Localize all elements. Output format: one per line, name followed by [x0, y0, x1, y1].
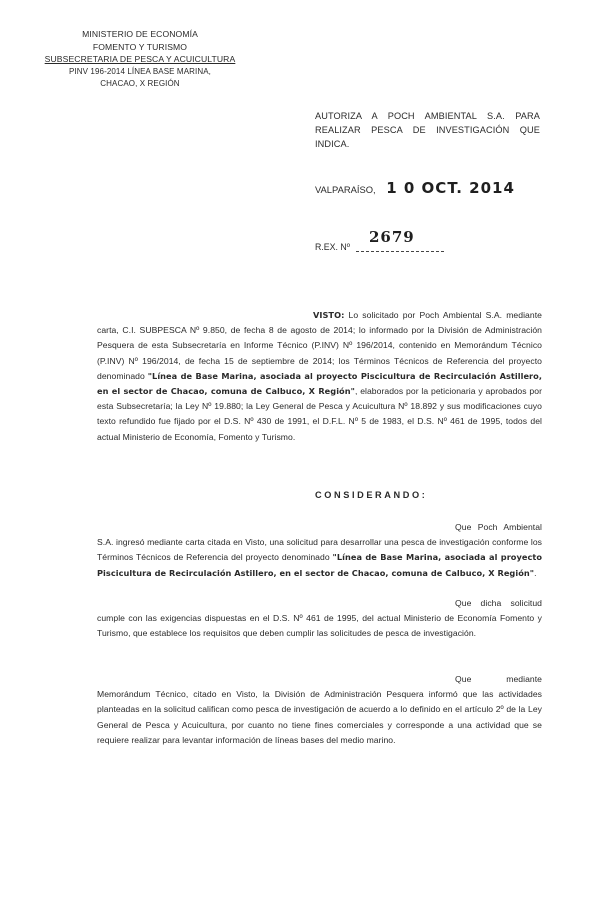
considerando-paragraph-3: [97, 672, 542, 748]
visto-project-name: "Línea de Base Marina, asociada al proyecto Piscicultura de Recirculación Astillero, en el sector de Chacao, comuna de Calbuco, X Región": [97, 370, 542, 397]
considerando-paragraph-1: [97, 520, 542, 581]
letterhead-reference: PINV 196-2014 LÍNEA BASE MARINA,: [69, 66, 211, 76]
visto-paragraph: [97, 308, 542, 445]
visto-text-1: Lo solicitado por Poch Ambiental S.A. mediante carta, C.I. SUBPESCA Nº 9.850, de fecha 8 de agosto de 2014; lo informado por la División de Administración Pesquera de esta Subsecretaría en Informe Técnico (P.INV) Nº 196/2014, contenido en Memorándum Técnico (P.INV) Nº 196/2014, de fecha 15 de septiembre de 2014; los Términos Técnicos de Referencia del proyecto denominado: [97, 310, 542, 381]
letterhead-location: CHACAO, X REGIÓN: [100, 79, 180, 88]
considerando-3-text: Que mediante Memorándum Técnico, citado en Visto, la División de Administración Pesquera informó que las actividades planteadas en la solicitud califican como pesca de investigación de acuerdo a lo definido en el artículo 2º de la Ley General de Pesca y Acuicultura, por cuanto no tiene fines comerciales y corresponde a una actividad que se requiere realizar para levantar información de líneas bases del medio marino.: [97, 674, 542, 745]
letterhead: [40, 28, 240, 91]
rex-label: R.EX. Nº: [315, 242, 350, 252]
considerando-paragraph-2: [97, 596, 542, 642]
rex-number: 2679: [369, 228, 415, 246]
resolution-subject: AUTORIZA A POCH AMBIENTAL S.A. PARA REALIZAR PESCA DE INVESTIGACIÓN QUE INDICA.: [315, 111, 540, 149]
rex-number-underline: [356, 251, 444, 252]
considerando-1-project-name: "Línea de Base Marina, asociada al proyecto Piscicultura de Recirculación Astillero, en el sector de Chacao, comuna de Calbuco, X Región": [97, 552, 542, 578]
considerando-1-text-a: Que Poch Ambiental S.A. ingresó mediante carta citada en Visto, una solicitud para desarrollar una pesca de investigación conforme los Términos Técnicos de Referencia del proyecto denominado: [97, 522, 542, 563]
city: VALPARAÍSO,: [315, 184, 376, 195]
visto-label: VISTO:: [313, 310, 345, 320]
letterhead-subsecretaria: SUBSECRETARIA DE PESCA Y ACUICULTURA: [44, 54, 236, 64]
city-date-line: [315, 179, 515, 197]
letterhead-ministry: MINISTERIO DE ECONOMÍA: [82, 29, 198, 39]
visto-text-2: , elaborados por la peticionaria y aprobados por esta Subsecretaría; la Ley Nº 19.880; la Ley General de Pesca y Acuicultura Nº 18.892 y sus modificaciones cuyo texto refundido fue fijado por el D.S. Nº 430 de 1991, el D.F.L. Nº 5 de 1983, el D.S. Nº 461 de 1995, todos del actual Ministerio de Economía, Fomento y Turismo.: [97, 386, 542, 442]
resolution-number-line: [315, 228, 444, 252]
letterhead-ministry-sub: FOMENTO Y TURISMO: [92, 41, 188, 52]
considerando-heading: CONSIDERANDO:: [315, 490, 428, 500]
considerando-1-text-b: .: [534, 567, 537, 578]
date-stamp: 1 0 OCT. 2014: [386, 179, 515, 197]
considerando-2-text: Que dicha solicitud cumple con las exigencias dispuestas en el D.S. Nº 461 de 1995, del actual Ministerio de Economía Fomento y Turismo, que establece los requisitos que deben cumplir las solicitudes de pesca de investigación.: [97, 598, 542, 639]
